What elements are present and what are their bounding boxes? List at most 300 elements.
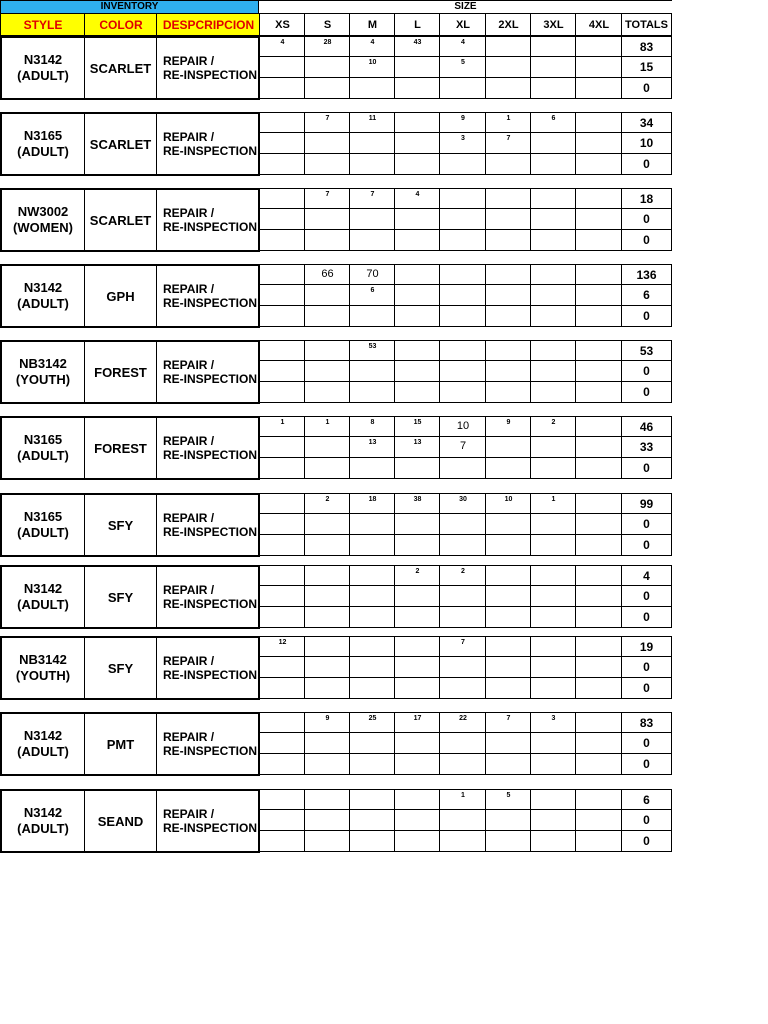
quantity-cell-m bbox=[349, 831, 395, 852]
quantity-cell-2xl: 7 bbox=[485, 712, 531, 733]
quantity-cell-m bbox=[349, 133, 395, 154]
quantity-cell-2xl bbox=[485, 586, 531, 607]
total-cell: 33 bbox=[621, 437, 672, 458]
quantity-cell-3xl bbox=[530, 285, 576, 306]
quantity-cell-m: 11 bbox=[349, 112, 395, 133]
total-cell: 83 bbox=[621, 36, 672, 57]
quantity-row bbox=[259, 112, 672, 133]
quantity-cell-l bbox=[394, 112, 440, 133]
quantity-cell-m bbox=[349, 154, 395, 175]
quantity-cell-m: 10 bbox=[349, 57, 395, 78]
quantity-cell-l: 2 bbox=[394, 565, 440, 586]
quantity-row bbox=[259, 209, 672, 230]
style-group: (YOUTH) bbox=[15, 668, 71, 683]
description-cell bbox=[156, 112, 260, 176]
quantity-row bbox=[259, 712, 672, 733]
total-cell: 0 bbox=[621, 754, 672, 775]
quantity-cell-l: 38 bbox=[394, 493, 440, 514]
quantity-cell-4xl bbox=[575, 458, 622, 479]
quantity-cell-4xl bbox=[575, 493, 622, 514]
style-code: N3142 bbox=[23, 280, 63, 295]
quantity-cell-4xl bbox=[575, 712, 622, 733]
size-header-l: L bbox=[394, 13, 440, 36]
quantity-cell-xl bbox=[439, 154, 486, 175]
quantity-cell-m bbox=[349, 586, 395, 607]
quantity-cell-l bbox=[394, 754, 440, 775]
quantity-cell-xs bbox=[259, 361, 305, 382]
quantity-cell-xs bbox=[259, 133, 305, 154]
inventory-group bbox=[0, 188, 672, 252]
quantity-cell-4xl bbox=[575, 306, 622, 327]
quantity-cell-s: 28 bbox=[304, 36, 350, 57]
description-cell bbox=[156, 264, 260, 328]
quantity-cell-xl bbox=[439, 810, 486, 831]
quantity-cell-xl bbox=[439, 586, 486, 607]
quantity-cell-xs bbox=[259, 657, 305, 678]
quantity-cell-l bbox=[394, 154, 440, 175]
quantity-cell-s bbox=[304, 535, 350, 556]
total-cell: 4 bbox=[621, 565, 672, 586]
inventory-group bbox=[0, 712, 672, 776]
quantity-cell-xs bbox=[259, 188, 305, 209]
quantity-row bbox=[259, 133, 672, 154]
total-cell: 0 bbox=[621, 657, 672, 678]
quantity-cell-2xl bbox=[485, 154, 531, 175]
color-cell: GPH bbox=[84, 264, 157, 328]
quantity-cell-4xl bbox=[575, 789, 622, 810]
quantity-cell-s bbox=[304, 209, 350, 230]
inventory-group bbox=[0, 636, 672, 700]
total-cell: 136 bbox=[621, 264, 672, 285]
inventory-group bbox=[0, 565, 672, 629]
color-cell: SFY bbox=[84, 493, 157, 557]
inventory-group bbox=[0, 789, 672, 853]
quantity-cell-s: 9 bbox=[304, 712, 350, 733]
quantity-row bbox=[259, 57, 672, 78]
quantity-cell-4xl bbox=[575, 340, 622, 361]
quantity-cell-2xl bbox=[485, 57, 531, 78]
quantity-cell-xs bbox=[259, 78, 305, 99]
totals-column-header: TOTALS bbox=[621, 13, 672, 36]
quantity-cell-s bbox=[304, 285, 350, 306]
quantity-cell-xl: 30 bbox=[439, 493, 486, 514]
quantity-cell-m: 7 bbox=[349, 188, 395, 209]
quantity-cell-3xl bbox=[530, 831, 576, 852]
description-line-1: REPAIR / bbox=[163, 434, 215, 448]
quantity-cell-4xl bbox=[575, 831, 622, 852]
quantity-cell-xs bbox=[259, 264, 305, 285]
quantity-cell-xl bbox=[439, 285, 486, 306]
quantity-cell-xl: 2 bbox=[439, 565, 486, 586]
quantity-cell-xs bbox=[259, 514, 305, 535]
quantity-cell-2xl bbox=[485, 361, 531, 382]
quantity-cell-s bbox=[304, 789, 350, 810]
quantity-cell-xl bbox=[439, 340, 486, 361]
quantity-cell-2xl bbox=[485, 657, 531, 678]
quantity-cell-xl: 4 bbox=[439, 36, 486, 57]
quantity-cell-xl: 7 bbox=[439, 636, 486, 657]
quantity-cell-s bbox=[304, 514, 350, 535]
total-cell: 0 bbox=[621, 607, 672, 628]
description-line-1: REPAIR / bbox=[163, 358, 215, 372]
quantity-cell-l bbox=[394, 340, 440, 361]
quantity-cell-4xl bbox=[575, 733, 622, 754]
description-line-2: RE-INSPECTION bbox=[163, 220, 258, 234]
style-cell bbox=[0, 188, 85, 252]
style-code: N3142 bbox=[23, 805, 63, 820]
quantity-cell-xl bbox=[439, 754, 486, 775]
description-line-1: REPAIR / bbox=[163, 511, 215, 525]
quantity-cell-2xl bbox=[485, 306, 531, 327]
style-cell bbox=[0, 340, 85, 404]
total-cell: 0 bbox=[621, 678, 672, 699]
quantity-cell-2xl bbox=[485, 636, 531, 657]
description-line-2: RE-INSPECTION bbox=[163, 668, 258, 682]
quantity-cell-4xl bbox=[575, 754, 622, 775]
color-cell: SFY bbox=[84, 565, 157, 629]
quantity-cell-l bbox=[394, 607, 440, 628]
quantity-cell-l: 17 bbox=[394, 712, 440, 733]
quantity-row bbox=[259, 340, 672, 361]
quantity-cell-xs bbox=[259, 306, 305, 327]
quantity-cell-3xl bbox=[530, 306, 576, 327]
quantity-cell-3xl bbox=[530, 514, 576, 535]
size-header-m: M bbox=[349, 13, 395, 36]
quantity-cell-xl: 1 bbox=[439, 789, 486, 810]
quantity-cell-3xl bbox=[530, 209, 576, 230]
quantity-cell-s bbox=[304, 678, 350, 699]
quantity-cell-xl bbox=[439, 264, 486, 285]
quantity-cell-xs bbox=[259, 789, 305, 810]
quantity-cell-3xl bbox=[530, 78, 576, 99]
total-cell: 19 bbox=[621, 636, 672, 657]
quantity-cell-3xl bbox=[530, 535, 576, 556]
quantity-row bbox=[259, 361, 672, 382]
total-cell: 0 bbox=[621, 535, 672, 556]
quantity-cell-4xl bbox=[575, 535, 622, 556]
quantity-cell-s bbox=[304, 586, 350, 607]
quantity-cell-m: 4 bbox=[349, 36, 395, 57]
quantity-cell-2xl bbox=[485, 810, 531, 831]
quantity-cell-4xl bbox=[575, 112, 622, 133]
quantity-cell-3xl bbox=[530, 754, 576, 775]
style-code: N3165 bbox=[23, 128, 63, 143]
quantity-cell-xl: 22 bbox=[439, 712, 486, 733]
quantity-row bbox=[259, 36, 672, 57]
total-cell: 18 bbox=[621, 188, 672, 209]
quantity-cell-xl bbox=[439, 831, 486, 852]
quantity-cell-xl bbox=[439, 535, 486, 556]
style-code: NW3002 bbox=[17, 204, 69, 219]
quantity-cell-xl bbox=[439, 188, 486, 209]
quantity-cell-m bbox=[349, 78, 395, 99]
quantity-cell-3xl bbox=[530, 657, 576, 678]
style-group: (ADULT) bbox=[17, 296, 69, 311]
description-line-2: RE-INSPECTION bbox=[163, 372, 258, 386]
total-cell: 0 bbox=[621, 230, 672, 251]
quantity-cell-xs bbox=[259, 586, 305, 607]
quantity-cell-xl: 9 bbox=[439, 112, 486, 133]
quantity-cell-3xl bbox=[530, 586, 576, 607]
quantity-cell-l bbox=[394, 733, 440, 754]
quantity-cell-l bbox=[394, 285, 440, 306]
quantity-cell-l bbox=[394, 264, 440, 285]
quantity-cell-s bbox=[304, 733, 350, 754]
quantity-row bbox=[259, 416, 672, 437]
color-cell: SCARLET bbox=[84, 36, 157, 100]
quantity-cell-xs bbox=[259, 733, 305, 754]
quantity-row bbox=[259, 264, 672, 285]
quantity-cell-2xl bbox=[485, 230, 531, 251]
quantity-cell-m: 25 bbox=[349, 712, 395, 733]
quantity-cell-3xl: 3 bbox=[530, 712, 576, 733]
quantity-cell-2xl bbox=[485, 264, 531, 285]
quantity-cell-l bbox=[394, 831, 440, 852]
quantity-cell-l bbox=[394, 514, 440, 535]
quantity-cell-2xl bbox=[485, 188, 531, 209]
quantity-cell-4xl bbox=[575, 586, 622, 607]
quantity-cell-4xl bbox=[575, 361, 622, 382]
quantity-cell-2xl bbox=[485, 678, 531, 699]
quantity-cell-2xl: 10 bbox=[485, 493, 531, 514]
quantity-cell-l bbox=[394, 361, 440, 382]
inventory-group bbox=[0, 264, 672, 328]
description-line-2: RE-INSPECTION bbox=[163, 144, 258, 158]
style-cell bbox=[0, 416, 85, 480]
description-line-1: REPAIR / bbox=[163, 282, 215, 296]
quantity-cell-s bbox=[304, 657, 350, 678]
description-line-1: REPAIR / bbox=[163, 583, 215, 597]
description-cell bbox=[156, 493, 260, 557]
description-line-1: REPAIR / bbox=[163, 730, 215, 744]
quantity-cell-3xl bbox=[530, 607, 576, 628]
quantity-cell-xs bbox=[259, 285, 305, 306]
description-cell bbox=[156, 789, 260, 853]
total-cell: 6 bbox=[621, 789, 672, 810]
quantity-cell-xs bbox=[259, 458, 305, 479]
quantity-cell-2xl bbox=[485, 831, 531, 852]
quantity-cell-3xl bbox=[530, 57, 576, 78]
quantity-cell-xs: 1 bbox=[259, 416, 305, 437]
quantity-cell-2xl bbox=[485, 733, 531, 754]
quantity-cell-2xl bbox=[485, 209, 531, 230]
quantity-cell-4xl bbox=[575, 382, 622, 403]
quantity-cell-s bbox=[304, 78, 350, 99]
quantity-row bbox=[259, 586, 672, 607]
quantity-cell-xs bbox=[259, 209, 305, 230]
quantity-cell-s: 66 bbox=[304, 264, 350, 285]
quantity-cell-4xl bbox=[575, 264, 622, 285]
quantity-row bbox=[259, 678, 672, 699]
quantity-cell-3xl bbox=[530, 678, 576, 699]
quantity-cell-xs bbox=[259, 607, 305, 628]
quantity-cell-xl bbox=[439, 209, 486, 230]
quantity-cell-xs: 4 bbox=[259, 36, 305, 57]
quantity-cell-xl: 7 bbox=[439, 437, 486, 458]
quantity-cell-xs bbox=[259, 437, 305, 458]
quantity-cell-2xl bbox=[485, 514, 531, 535]
quantity-cell-4xl bbox=[575, 133, 622, 154]
quantity-cell-4xl bbox=[575, 565, 622, 586]
style-code: N3142 bbox=[23, 581, 63, 596]
color-cell: SFY bbox=[84, 636, 157, 700]
quantity-cell-xs bbox=[259, 230, 305, 251]
description-line-2: RE-INSPECTION bbox=[163, 821, 258, 835]
total-cell: 10 bbox=[621, 133, 672, 154]
inventory-group bbox=[0, 416, 672, 480]
quantity-cell-xs bbox=[259, 754, 305, 775]
quantity-cell-4xl bbox=[575, 514, 622, 535]
total-cell: 0 bbox=[621, 514, 672, 535]
color-cell: SCARLET bbox=[84, 188, 157, 252]
style-cell bbox=[0, 112, 85, 176]
color-cell: PMT bbox=[84, 712, 157, 776]
quantity-cell-4xl bbox=[575, 57, 622, 78]
total-cell: 6 bbox=[621, 285, 672, 306]
quantity-cell-4xl bbox=[575, 154, 622, 175]
quantity-cell-m: 6 bbox=[349, 285, 395, 306]
quantity-cell-xl bbox=[439, 657, 486, 678]
quantity-cell-l: 4 bbox=[394, 188, 440, 209]
quantity-cell-s bbox=[304, 458, 350, 479]
color-cell: FOREST bbox=[84, 340, 157, 404]
quantity-cell-3xl: 2 bbox=[530, 416, 576, 437]
quantity-cell-3xl bbox=[530, 230, 576, 251]
quantity-row bbox=[259, 154, 672, 175]
quantity-cell-2xl: 1 bbox=[485, 112, 531, 133]
description-line-2: RE-INSPECTION bbox=[163, 744, 258, 758]
description-line-2: RE-INSPECTION bbox=[163, 296, 258, 310]
description-line-1: REPAIR / bbox=[163, 807, 215, 821]
quantity-cell-m bbox=[349, 306, 395, 327]
quantity-row bbox=[259, 810, 672, 831]
quantity-cell-m: 53 bbox=[349, 340, 395, 361]
quantity-cell-xl bbox=[439, 678, 486, 699]
total-cell: 15 bbox=[621, 57, 672, 78]
quantity-cell-xs bbox=[259, 565, 305, 586]
color-column-header: COLOR bbox=[84, 13, 157, 36]
quantity-cell-xl: 5 bbox=[439, 57, 486, 78]
quantity-cell-m bbox=[349, 535, 395, 556]
description-column-header: DESPCRIPCION bbox=[156, 13, 260, 36]
size-header-s: S bbox=[304, 13, 350, 36]
style-cell bbox=[0, 264, 85, 328]
quantity-cell-s: 2 bbox=[304, 493, 350, 514]
inventory-group bbox=[0, 112, 672, 176]
style-code: N3142 bbox=[23, 52, 63, 67]
description-line-2: RE-INSPECTION bbox=[163, 448, 258, 462]
quantity-row bbox=[259, 565, 672, 586]
quantity-row bbox=[259, 789, 672, 810]
quantity-cell-3xl bbox=[530, 789, 576, 810]
total-cell: 0 bbox=[621, 154, 672, 175]
quantity-cell-3xl bbox=[530, 636, 576, 657]
quantity-row bbox=[259, 733, 672, 754]
quantity-cell-xs bbox=[259, 712, 305, 733]
quantity-cell-s bbox=[304, 57, 350, 78]
quantity-cell-m bbox=[349, 230, 395, 251]
description-cell bbox=[156, 416, 260, 480]
quantity-cell-xs bbox=[259, 535, 305, 556]
quantity-cell-xl: 10 bbox=[439, 416, 486, 437]
quantity-cell-s bbox=[304, 306, 350, 327]
quantity-row bbox=[259, 437, 672, 458]
quantity-cell-3xl bbox=[530, 133, 576, 154]
quantity-cell-l: 15 bbox=[394, 416, 440, 437]
quantity-cell-m: 13 bbox=[349, 437, 395, 458]
quantity-cell-xs bbox=[259, 810, 305, 831]
quantity-cell-3xl bbox=[530, 458, 576, 479]
quantity-cell-2xl bbox=[485, 565, 531, 586]
quantity-cell-xs bbox=[259, 112, 305, 133]
quantity-cell-xl bbox=[439, 230, 486, 251]
quantity-cell-m bbox=[349, 754, 395, 775]
quantity-cell-m bbox=[349, 678, 395, 699]
total-cell: 0 bbox=[621, 733, 672, 754]
total-cell: 0 bbox=[621, 382, 672, 403]
quantity-cell-2xl bbox=[485, 535, 531, 556]
quantity-cell-3xl bbox=[530, 361, 576, 382]
quantity-cell-4xl bbox=[575, 188, 622, 209]
style-code: NB3142 bbox=[19, 356, 67, 371]
quantity-cell-m bbox=[349, 565, 395, 586]
quantity-cell-m: 70 bbox=[349, 264, 395, 285]
total-cell: 53 bbox=[621, 340, 672, 361]
style-cell bbox=[0, 36, 85, 100]
quantity-cell-4xl bbox=[575, 230, 622, 251]
quantity-cell-l: 43 bbox=[394, 36, 440, 57]
quantity-cell-s: 1 bbox=[304, 416, 350, 437]
total-cell: 99 bbox=[621, 493, 672, 514]
quantity-cell-l bbox=[394, 458, 440, 479]
style-code: NB3142 bbox=[19, 652, 67, 667]
quantity-row bbox=[259, 636, 672, 657]
quantity-cell-2xl bbox=[485, 36, 531, 57]
size-header-3xl: 3XL bbox=[530, 13, 576, 36]
quantity-row bbox=[259, 306, 672, 327]
quantity-cell-l bbox=[394, 133, 440, 154]
quantity-cell-3xl bbox=[530, 733, 576, 754]
quantity-cell-4xl bbox=[575, 36, 622, 57]
description-cell bbox=[156, 36, 260, 100]
description-line-2: RE-INSPECTION bbox=[163, 597, 258, 611]
quantity-cell-s bbox=[304, 154, 350, 175]
quantity-cell-3xl bbox=[530, 188, 576, 209]
quantity-cell-2xl bbox=[485, 340, 531, 361]
quantity-cell-l bbox=[394, 657, 440, 678]
size-title: SIZE bbox=[259, 0, 672, 13]
style-cell bbox=[0, 565, 85, 629]
style-group: (ADULT) bbox=[17, 68, 69, 83]
quantity-cell-xl bbox=[439, 78, 486, 99]
quantity-cell-xl: 3 bbox=[439, 133, 486, 154]
quantity-cell-l bbox=[394, 78, 440, 99]
quantity-cell-l bbox=[394, 382, 440, 403]
quantity-cell-2xl bbox=[485, 607, 531, 628]
total-cell: 0 bbox=[621, 78, 672, 99]
quantity-cell-s bbox=[304, 437, 350, 458]
inventory-title: INVENTORY bbox=[0, 0, 259, 13]
quantity-cell-2xl bbox=[485, 78, 531, 99]
style-cell bbox=[0, 636, 85, 700]
description-line-1: REPAIR / bbox=[163, 654, 215, 668]
style-group: (WOMEN) bbox=[13, 220, 73, 235]
quantity-cell-4xl bbox=[575, 636, 622, 657]
quantity-cell-xl bbox=[439, 458, 486, 479]
quantity-cell-s bbox=[304, 831, 350, 852]
quantity-cell-l bbox=[394, 636, 440, 657]
quantity-cell-xs bbox=[259, 831, 305, 852]
